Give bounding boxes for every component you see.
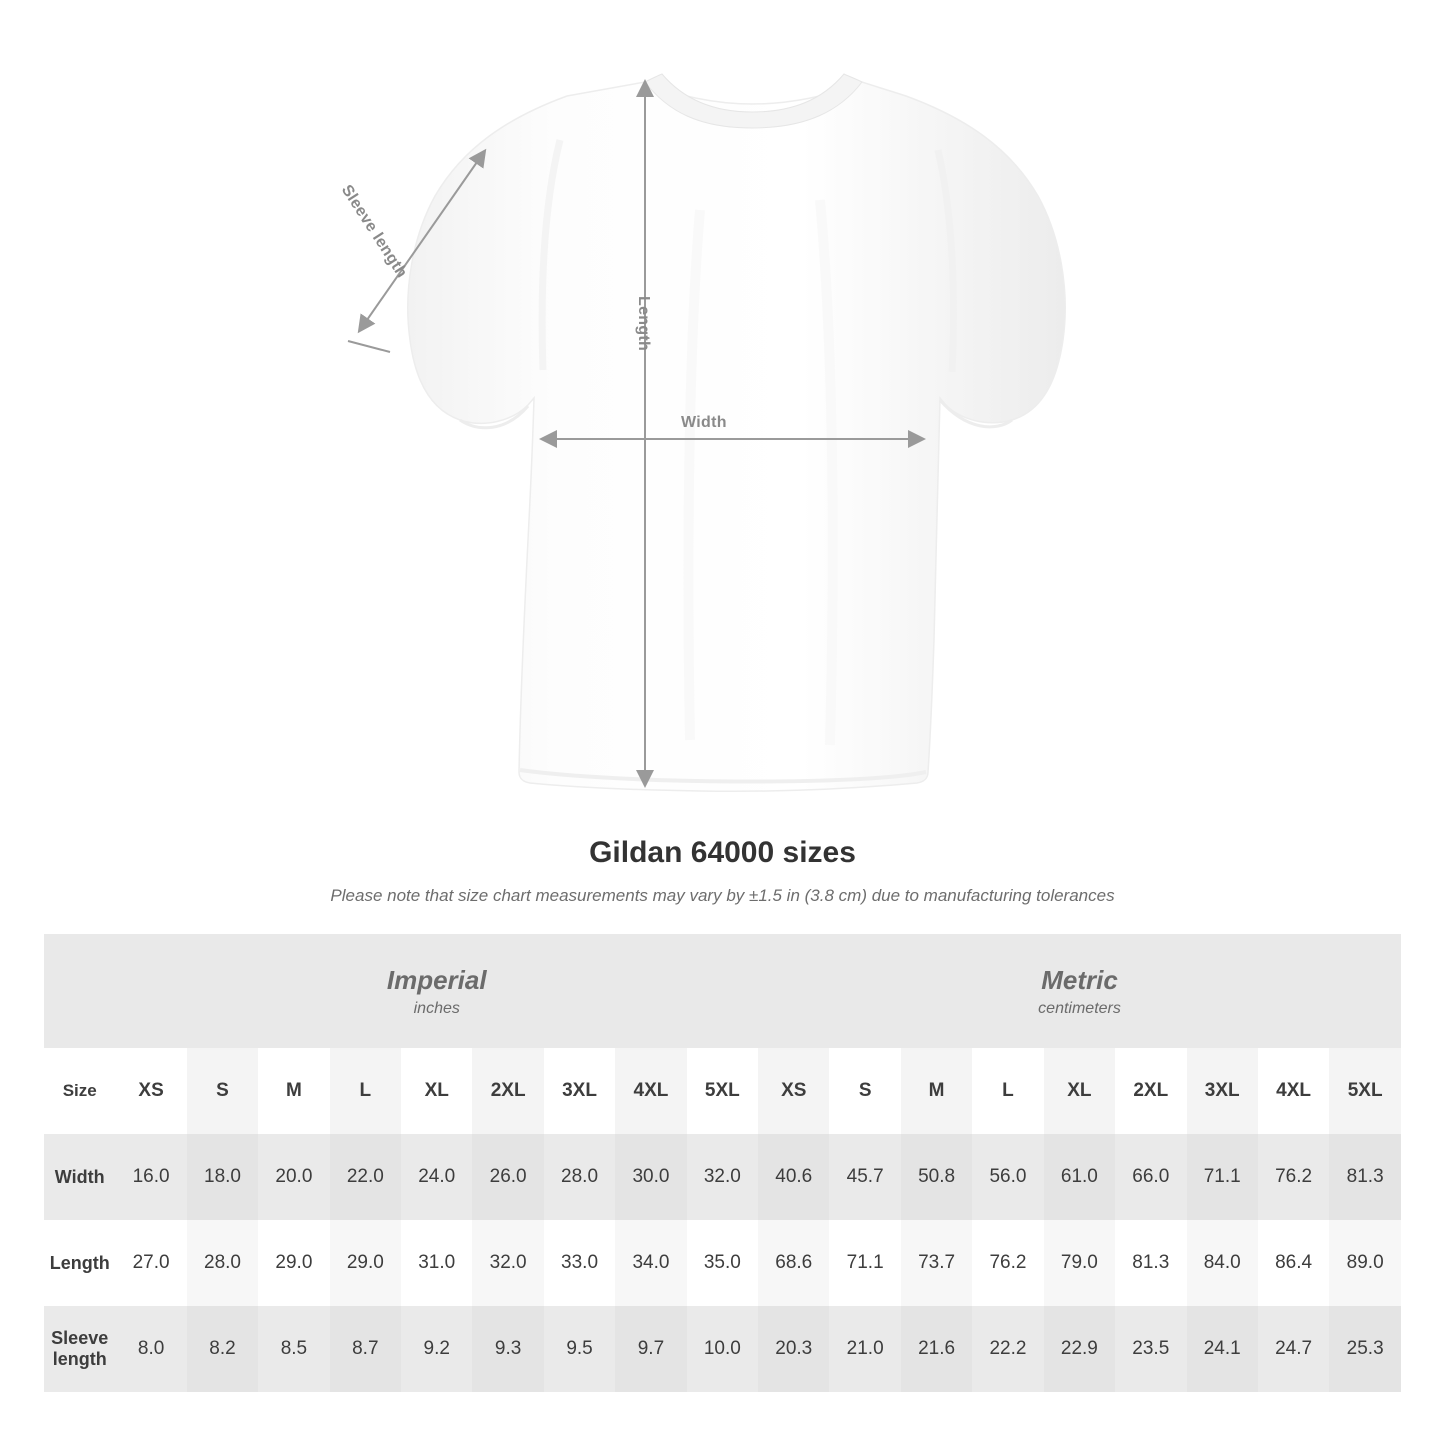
cell-width-xl-in: 24.0: [401, 1134, 472, 1220]
cell-sleeve-5xl-in: 10.0: [687, 1306, 758, 1392]
cell-length-2xl-in: 32.0: [472, 1220, 543, 1306]
sleeve-length-label: Sleeve length: [337, 182, 411, 282]
title-block: [0, 836, 1445, 906]
cell-width-3xl-in: 28.0: [544, 1134, 615, 1220]
size-col-4xl-metric: 4XL: [1258, 1048, 1329, 1134]
cell-length-xs-cm: 68.6: [758, 1220, 829, 1306]
cell-width-m-cm: 50.8: [901, 1134, 972, 1220]
cell-sleeve-3xl-cm: 24.1: [1187, 1306, 1258, 1392]
shirt-shape: [408, 74, 1065, 791]
system-header-spacer: [44, 934, 115, 1048]
cell-length-l-in: 29.0: [330, 1220, 401, 1306]
cell-sleeve-2xl-in: 9.3: [472, 1306, 543, 1392]
cell-sleeve-xl-cm: 22.9: [1044, 1306, 1115, 1392]
cell-length-s-cm: 71.1: [829, 1220, 900, 1306]
cell-width-5xl-cm: 81.3: [1329, 1134, 1401, 1220]
table-row: [44, 1306, 1401, 1392]
cell-sleeve-xs-in: 8.0: [115, 1306, 186, 1392]
system-unit-metric: centimeters: [1038, 1000, 1121, 1018]
cell-sleeve-xs-cm: 20.3: [758, 1306, 829, 1392]
size-col-2xl-imperial: 2XL: [472, 1048, 543, 1134]
row-header-label: Size: [44, 1048, 115, 1134]
length-label: Length: [635, 296, 652, 352]
tolerance-note: Please note that size chart measurements may vary by ±1.5 in (3.8 cm) due to manufacturing tolerances: [330, 886, 1115, 905]
cell-width-l-in: 22.0: [330, 1134, 401, 1220]
size-col-m-imperial: M: [258, 1048, 329, 1134]
cell-width-m-in: 20.0: [258, 1134, 329, 1220]
cell-length-3xl-in: 33.0: [544, 1220, 615, 1306]
cell-length-xs-in: 27.0: [115, 1220, 186, 1306]
table-row: [44, 1134, 1401, 1220]
cell-sleeve-m-in: 8.5: [258, 1306, 329, 1392]
system-name-metric: Metric: [1041, 964, 1118, 995]
row-label-length: Length: [44, 1220, 115, 1306]
cell-length-l-cm: 76.2: [972, 1220, 1043, 1306]
cell-sleeve-xl-in: 9.2: [401, 1306, 472, 1392]
cell-sleeve-4xl-cm: 24.7: [1258, 1306, 1329, 1392]
cell-width-2xl-in: 26.0: [472, 1134, 543, 1220]
system-name-imperial: Imperial: [386, 964, 487, 995]
cell-sleeve-l-cm: 22.2: [972, 1306, 1043, 1392]
size-col-s-metric: S: [829, 1048, 900, 1134]
size-col-5xl-metric: 5XL: [1329, 1048, 1401, 1134]
size-col-xs-metric: XS: [758, 1048, 829, 1134]
width-label: Width: [681, 414, 727, 431]
cell-sleeve-5xl-cm: 25.3: [1329, 1306, 1401, 1392]
cell-width-xs-in: 16.0: [115, 1134, 186, 1220]
size-header-row: [44, 1048, 1401, 1134]
cell-sleeve-2xl-cm: 23.5: [1115, 1306, 1186, 1392]
cell-length-xl-in: 31.0: [401, 1220, 472, 1306]
size-col-l-metric: L: [972, 1048, 1043, 1134]
cell-sleeve-s-in: 8.2: [187, 1306, 258, 1392]
size-col-xl-imperial: XL: [401, 1048, 472, 1134]
size-col-5xl-imperial: 5XL: [687, 1048, 758, 1134]
system-unit-imperial: inches: [413, 1000, 460, 1018]
cell-width-5xl-in: 32.0: [687, 1134, 758, 1220]
cell-sleeve-l-in: 8.7: [330, 1306, 401, 1392]
size-col-4xl-imperial: 4XL: [615, 1048, 686, 1134]
size-col-3xl-metric: 3XL: [1187, 1048, 1258, 1134]
page-title: Gildan 64000 sizes: [589, 836, 856, 869]
row-label-sleeve-length: Sleeve length: [44, 1306, 115, 1392]
cell-sleeve-3xl-in: 9.5: [544, 1306, 615, 1392]
size-table-wrap: [44, 934, 1401, 1392]
size-col-3xl-imperial: 3XL: [544, 1048, 615, 1134]
cell-length-m-in: 29.0: [258, 1220, 329, 1306]
size-col-2xl-metric: 2XL: [1115, 1048, 1186, 1134]
size-col-s-imperial: S: [187, 1048, 258, 1134]
cell-width-2xl-cm: 66.0: [1115, 1134, 1186, 1220]
cell-sleeve-m-cm: 21.6: [901, 1306, 972, 1392]
cell-sleeve-4xl-in: 9.7: [615, 1306, 686, 1392]
cell-length-5xl-cm: 89.0: [1329, 1220, 1401, 1306]
cell-length-5xl-in: 35.0: [687, 1220, 758, 1306]
cell-width-xl-cm: 61.0: [1044, 1134, 1115, 1220]
system-header-row: [44, 934, 1401, 1048]
size-col-m-metric: M: [901, 1048, 972, 1134]
size-chart-table: [44, 934, 1401, 1392]
cell-length-xl-cm: 79.0: [1044, 1220, 1115, 1306]
cell-width-l-cm: 56.0: [972, 1134, 1043, 1220]
cell-width-3xl-cm: 71.1: [1187, 1134, 1258, 1220]
cell-length-3xl-cm: 84.0: [1187, 1220, 1258, 1306]
system-header-metric: [758, 934, 1401, 1048]
cell-width-xs-cm: 40.6: [758, 1134, 829, 1220]
cell-width-4xl-in: 30.0: [615, 1134, 686, 1220]
cell-width-s-in: 18.0: [187, 1134, 258, 1220]
size-col-xs-imperial: XS: [115, 1048, 186, 1134]
cell-width-4xl-cm: 76.2: [1258, 1134, 1329, 1220]
cell-length-s-in: 28.0: [187, 1220, 258, 1306]
cell-sleeve-s-cm: 21.0: [829, 1306, 900, 1392]
cell-length-2xl-cm: 81.3: [1115, 1220, 1186, 1306]
system-header-imperial: [115, 934, 758, 1048]
table-row: [44, 1220, 1401, 1306]
cell-length-4xl-cm: 86.4: [1258, 1220, 1329, 1306]
row-label-width: Width: [44, 1134, 115, 1220]
size-col-l-imperial: L: [330, 1048, 401, 1134]
cell-length-4xl-in: 34.0: [615, 1220, 686, 1306]
cell-width-s-cm: 45.7: [829, 1134, 900, 1220]
cell-length-m-cm: 73.7: [901, 1220, 972, 1306]
size-col-xl-metric: XL: [1044, 1048, 1115, 1134]
